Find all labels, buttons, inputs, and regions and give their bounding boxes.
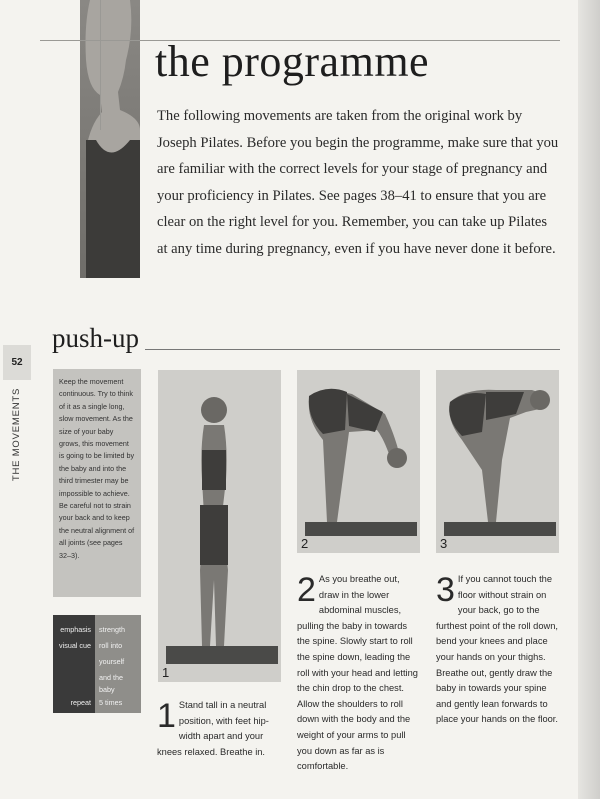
step-1-description: Stand tall in a neutral position, with feet hip-width apart and your knees relaxed. Breathe in. [157, 700, 269, 757]
exercise-title: push-up [52, 323, 139, 353]
exercise-title-rule [145, 349, 560, 350]
repeat-value: 5 times [99, 698, 123, 707]
step-3-number: 3 [436, 571, 455, 609]
step-3-description: If you cannot touch the floor without strain on your back, go to the furthest point of the roll down, bend your knees and place your hands on your thighs. Breathe out, gently draw the baby in towards your spine and gently lean forwards to place your hands on the floor. [436, 574, 558, 725]
step-3-photo [436, 370, 559, 553]
emphasis-value: strength [99, 625, 125, 634]
visual-cue-line: yourself [99, 657, 125, 666]
intro-paragraph: The following movements are taken from the original work by Joseph Pilates. Before you begin the programme, make sure that you are familiar with the correct levels for your stage of pregnancy and your proficiency in Pilates. See pages 38–41 to ensure that you are clear on the right level for you. Remember, you can take up Pilates at any time during pregnancy, even if you have never done it before. [157, 108, 559, 257]
step-1-photo-number: 1 [162, 665, 170, 680]
notes-box [53, 615, 141, 713]
step-2-text [297, 572, 422, 775]
visual-cue-line: and the [99, 673, 123, 682]
page-title: the programme [155, 37, 430, 86]
visual-cue-line: roll into [99, 641, 123, 650]
page-number: 52 [3, 345, 31, 380]
repeat-label: repeat [70, 698, 91, 707]
portrait-photo [50, 0, 140, 278]
step-2-number: 2 [297, 571, 316, 609]
step-2-photo [297, 370, 420, 553]
visual-cue-label: visual cue [59, 641, 91, 650]
tip-box: Keep the movement continuous. Try to think of it as a single long, slow movement. As the size of your baby grows, this movement is going to be limited by the baby and into the third trimester may be impossible to achieve. Be careful not to strain your back and to keep the neutral alignment of all joints (see pages 32–3). [53, 369, 141, 597]
header-vertical-rule [100, 0, 101, 130]
step-3-text [436, 572, 561, 728]
step-3-photo-number: 3 [440, 536, 448, 551]
page-gutter [578, 0, 600, 799]
step-1-text [157, 698, 282, 760]
step-1-number: 1 [157, 697, 176, 735]
step-1-photo [158, 370, 281, 682]
section-label: THE MOVEMENTS [11, 387, 23, 481]
visual-cue-line: baby [99, 685, 115, 694]
step-2-photo-number: 2 [301, 536, 309, 551]
step-2-description: As you breathe out, draw in the lower abdominal muscles, pulling the baby in towards the spine. Slowly start to roll the spine down, leading the roll with your head and letting the chin drop to the chest. Allow the shoulders to roll down with the body and the weight of your arms to pull you down as far as is comfortable. [297, 574, 418, 772]
emphasis-label: emphasis [60, 625, 91, 634]
